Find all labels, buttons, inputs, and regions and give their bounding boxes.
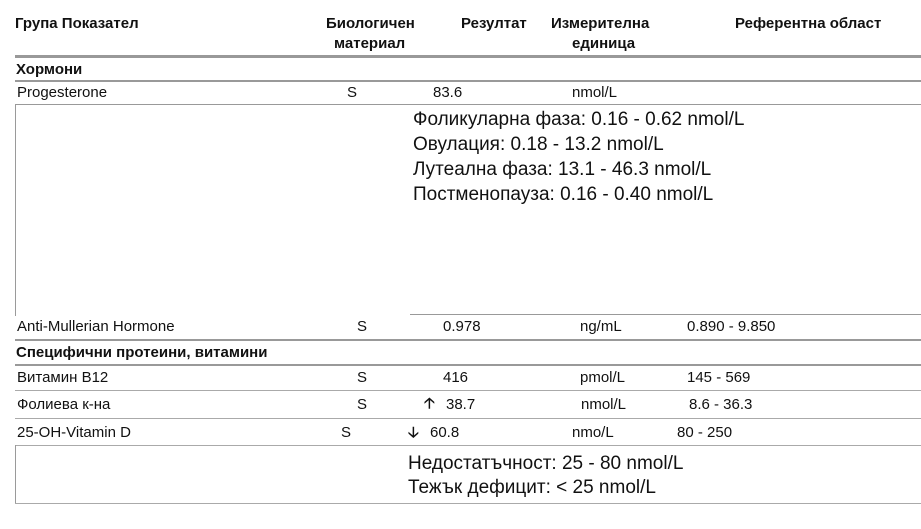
header-reference: Референтна област <box>735 15 882 32</box>
header-result: Резултат <box>461 15 527 32</box>
row-unit: ng/mL <box>580 318 622 335</box>
row-unit: nmol/L <box>581 396 627 413</box>
up-arrow-icon: 🡡 <box>424 395 435 412</box>
header-group-indicator: Група Показател <box>15 15 139 32</box>
row-material: S <box>347 84 358 101</box>
row-result: 83.6 <box>433 84 463 101</box>
row-reference: 145 - 569 <box>687 369 751 386</box>
down-arrow-icon: 🡣 <box>408 424 419 441</box>
section-divider <box>15 364 921 366</box>
row-name: Витамин B12 <box>17 369 109 386</box>
header-unit-line2: единица <box>572 35 636 52</box>
progesterone-ref-line: Лутеална фаза: 13.1 - 46.3 nmol/L <box>413 159 712 180</box>
progesterone-ref-line: Фоликуларна фаза: 0.16 - 0.62 nmol/L <box>413 109 745 130</box>
left-border <box>15 445 16 504</box>
row-divider <box>15 390 921 391</box>
header-bio-material-line1: Биологичен <box>326 15 415 32</box>
section-divider <box>15 339 921 341</box>
progesterone-ref-line: Овулация: 0.18 - 13.2 nmol/L <box>413 134 664 155</box>
header-unit-line1: Измерителна <box>551 15 650 32</box>
row-divider <box>15 104 921 105</box>
progesterone-ref-line: Постменопауза: 0.16 - 0.40 nmol/L <box>413 184 714 205</box>
section-title-hormones: Хормони <box>16 61 83 78</box>
vitd-ref-line: Тежък дефицит: < 25 nmol/L <box>408 477 656 498</box>
row-unit: nmol/L <box>572 84 618 101</box>
row-unit: pmol/L <box>580 369 626 386</box>
row-reference: 80 - 250 <box>677 424 733 441</box>
header-divider <box>15 55 921 58</box>
section-divider <box>15 80 921 82</box>
row-result: 0.978 <box>443 318 481 335</box>
row-reference: 0.890 - 9.850 <box>687 318 776 335</box>
section-title-proteins-vitamins: Специфични протеини, витамини <box>16 344 268 361</box>
table-bottom-border <box>15 503 921 504</box>
row-unit: nmo/L <box>572 424 614 441</box>
row-material: S <box>357 318 368 335</box>
left-border <box>15 104 16 316</box>
row-divider <box>15 418 921 419</box>
row-name: 25-OH-Vitamin D <box>17 424 131 441</box>
row-name: Progesterone <box>17 84 108 101</box>
row-divider <box>15 445 921 446</box>
row-result: 416 <box>443 369 469 386</box>
vitd-ref-line: Недостатъчност: 25 - 80 nmol/L <box>408 453 684 474</box>
row-name: Фолиева к-на <box>17 396 111 413</box>
header-bio-material-line2: материал <box>334 35 406 52</box>
ref-block-divider <box>410 314 921 315</box>
row-material: S <box>357 369 368 386</box>
row-name: Anti-Mullerian Hormone <box>17 318 175 335</box>
row-result: 60.8 <box>430 424 460 441</box>
row-reference: 8.6 - 36.3 <box>689 396 753 413</box>
row-material: S <box>357 396 368 413</box>
row-result: 38.7 <box>446 396 476 413</box>
row-material: S <box>341 424 352 441</box>
